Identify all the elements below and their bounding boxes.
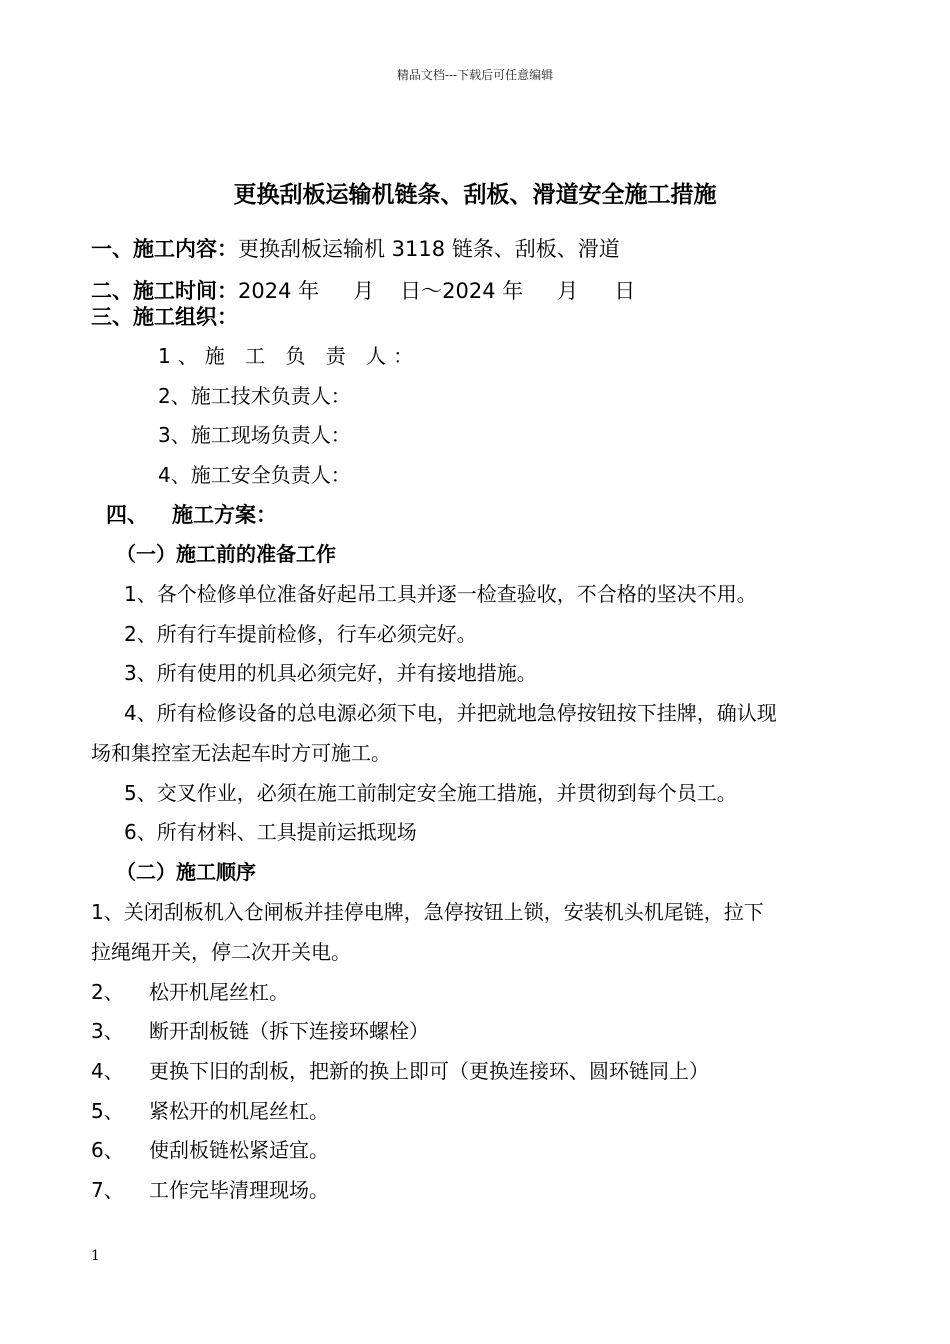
- time-start-day-end-year: 日～2024 年: [400, 279, 524, 303]
- time-end-month: 月: [557, 279, 579, 303]
- part-2-heading: （二）施工顺序: [116, 860, 256, 884]
- org-item: 1、施 工 负 责 人：: [158, 344, 421, 368]
- section-organization: [91, 301, 238, 331]
- page-number: 1: [91, 1248, 100, 1264]
- section-plan: [106, 499, 277, 529]
- prep-item: 3、所有使用的机具必须完好，并有接地措施。: [124, 661, 537, 685]
- step-text: 更换下旧的刮板，把新的换上即可（更换连接环、圆环链同上）: [149, 1059, 709, 1083]
- step-text: 松开机尾丝杠。: [149, 980, 289, 1004]
- step-item: [91, 1095, 329, 1124]
- part-1-heading: （一）施工前的准备工作: [116, 542, 336, 566]
- section-1-content: 更换刮板运输机 3118 链条、刮板、滑道: [238, 237, 620, 261]
- step-item: [91, 1015, 429, 1044]
- step-item: 1、关闭刮板机入仓闸板并挂停电牌，急停按钮上锁，安装机头机尾链，拉下: [91, 900, 764, 924]
- section-3-label: 三、施工组织：: [91, 305, 238, 329]
- step-number: 2、: [91, 980, 124, 1004]
- step-number: 5、: [91, 1099, 124, 1123]
- section-4-label: 四、: [106, 503, 148, 527]
- time-start-month: 月: [353, 279, 375, 303]
- step-text: 工作完毕清理现场。: [149, 1178, 329, 1202]
- step-item-continued: 拉绳绳开关，停二次开关电。: [91, 940, 351, 964]
- prep-item-continued: 场和集控室无法起车时方可施工。: [91, 741, 391, 765]
- step-item: [91, 1055, 709, 1084]
- page-header: 精品文档---下载后可任意编辑: [396, 68, 554, 82]
- org-item: 2、施工技术负责人：: [158, 384, 351, 408]
- time-end-day: 日: [614, 279, 636, 303]
- prep-item: 5、交叉作业，必须在施工前制定安全施工措施，并贯彻到每个员工。: [124, 781, 737, 805]
- step-text: 使刮板链松紧适宜。: [149, 1138, 329, 1162]
- prep-item: 6、所有材料、工具提前运抵现场: [124, 820, 417, 844]
- step-number: 6、: [91, 1138, 124, 1162]
- section-content: [91, 233, 620, 263]
- step-number: 3、: [91, 1019, 124, 1043]
- time-start-year: 2024 年: [238, 279, 320, 303]
- step-number: 4、: [91, 1059, 124, 1083]
- org-item: 4、施工安全负责人：: [158, 463, 351, 487]
- org-item: 3、施工现场负责人：: [158, 423, 351, 447]
- step-item: [91, 976, 289, 1005]
- section-2-label: 二、施工时间：: [91, 279, 238, 303]
- prep-item: 4、所有检修设备的总电源必须下电，并把就地急停按钮按下挂牌，确认现: [124, 701, 777, 725]
- step-number: 7、: [91, 1178, 124, 1202]
- step-text: 断开刮板链（拆下连接环螺栓）: [149, 1019, 429, 1043]
- step-item: [91, 1174, 329, 1203]
- step-text: 紧松开的机尾丝杠。: [149, 1099, 329, 1123]
- section-1-label: 一、施工内容：: [91, 237, 238, 261]
- prep-item: 1、各个检修单位准备好起吊工具并逐一检查验收，不合格的坚决不用。: [124, 582, 757, 606]
- section-4-label-text: 施工方案：: [172, 503, 277, 527]
- step-item: [91, 1134, 329, 1163]
- document-title: 更换刮板运输机链条、刮板、滑道安全施工措施: [233, 182, 717, 208]
- prep-item: 2、所有行车提前检修，行车必须完好。: [124, 622, 477, 646]
